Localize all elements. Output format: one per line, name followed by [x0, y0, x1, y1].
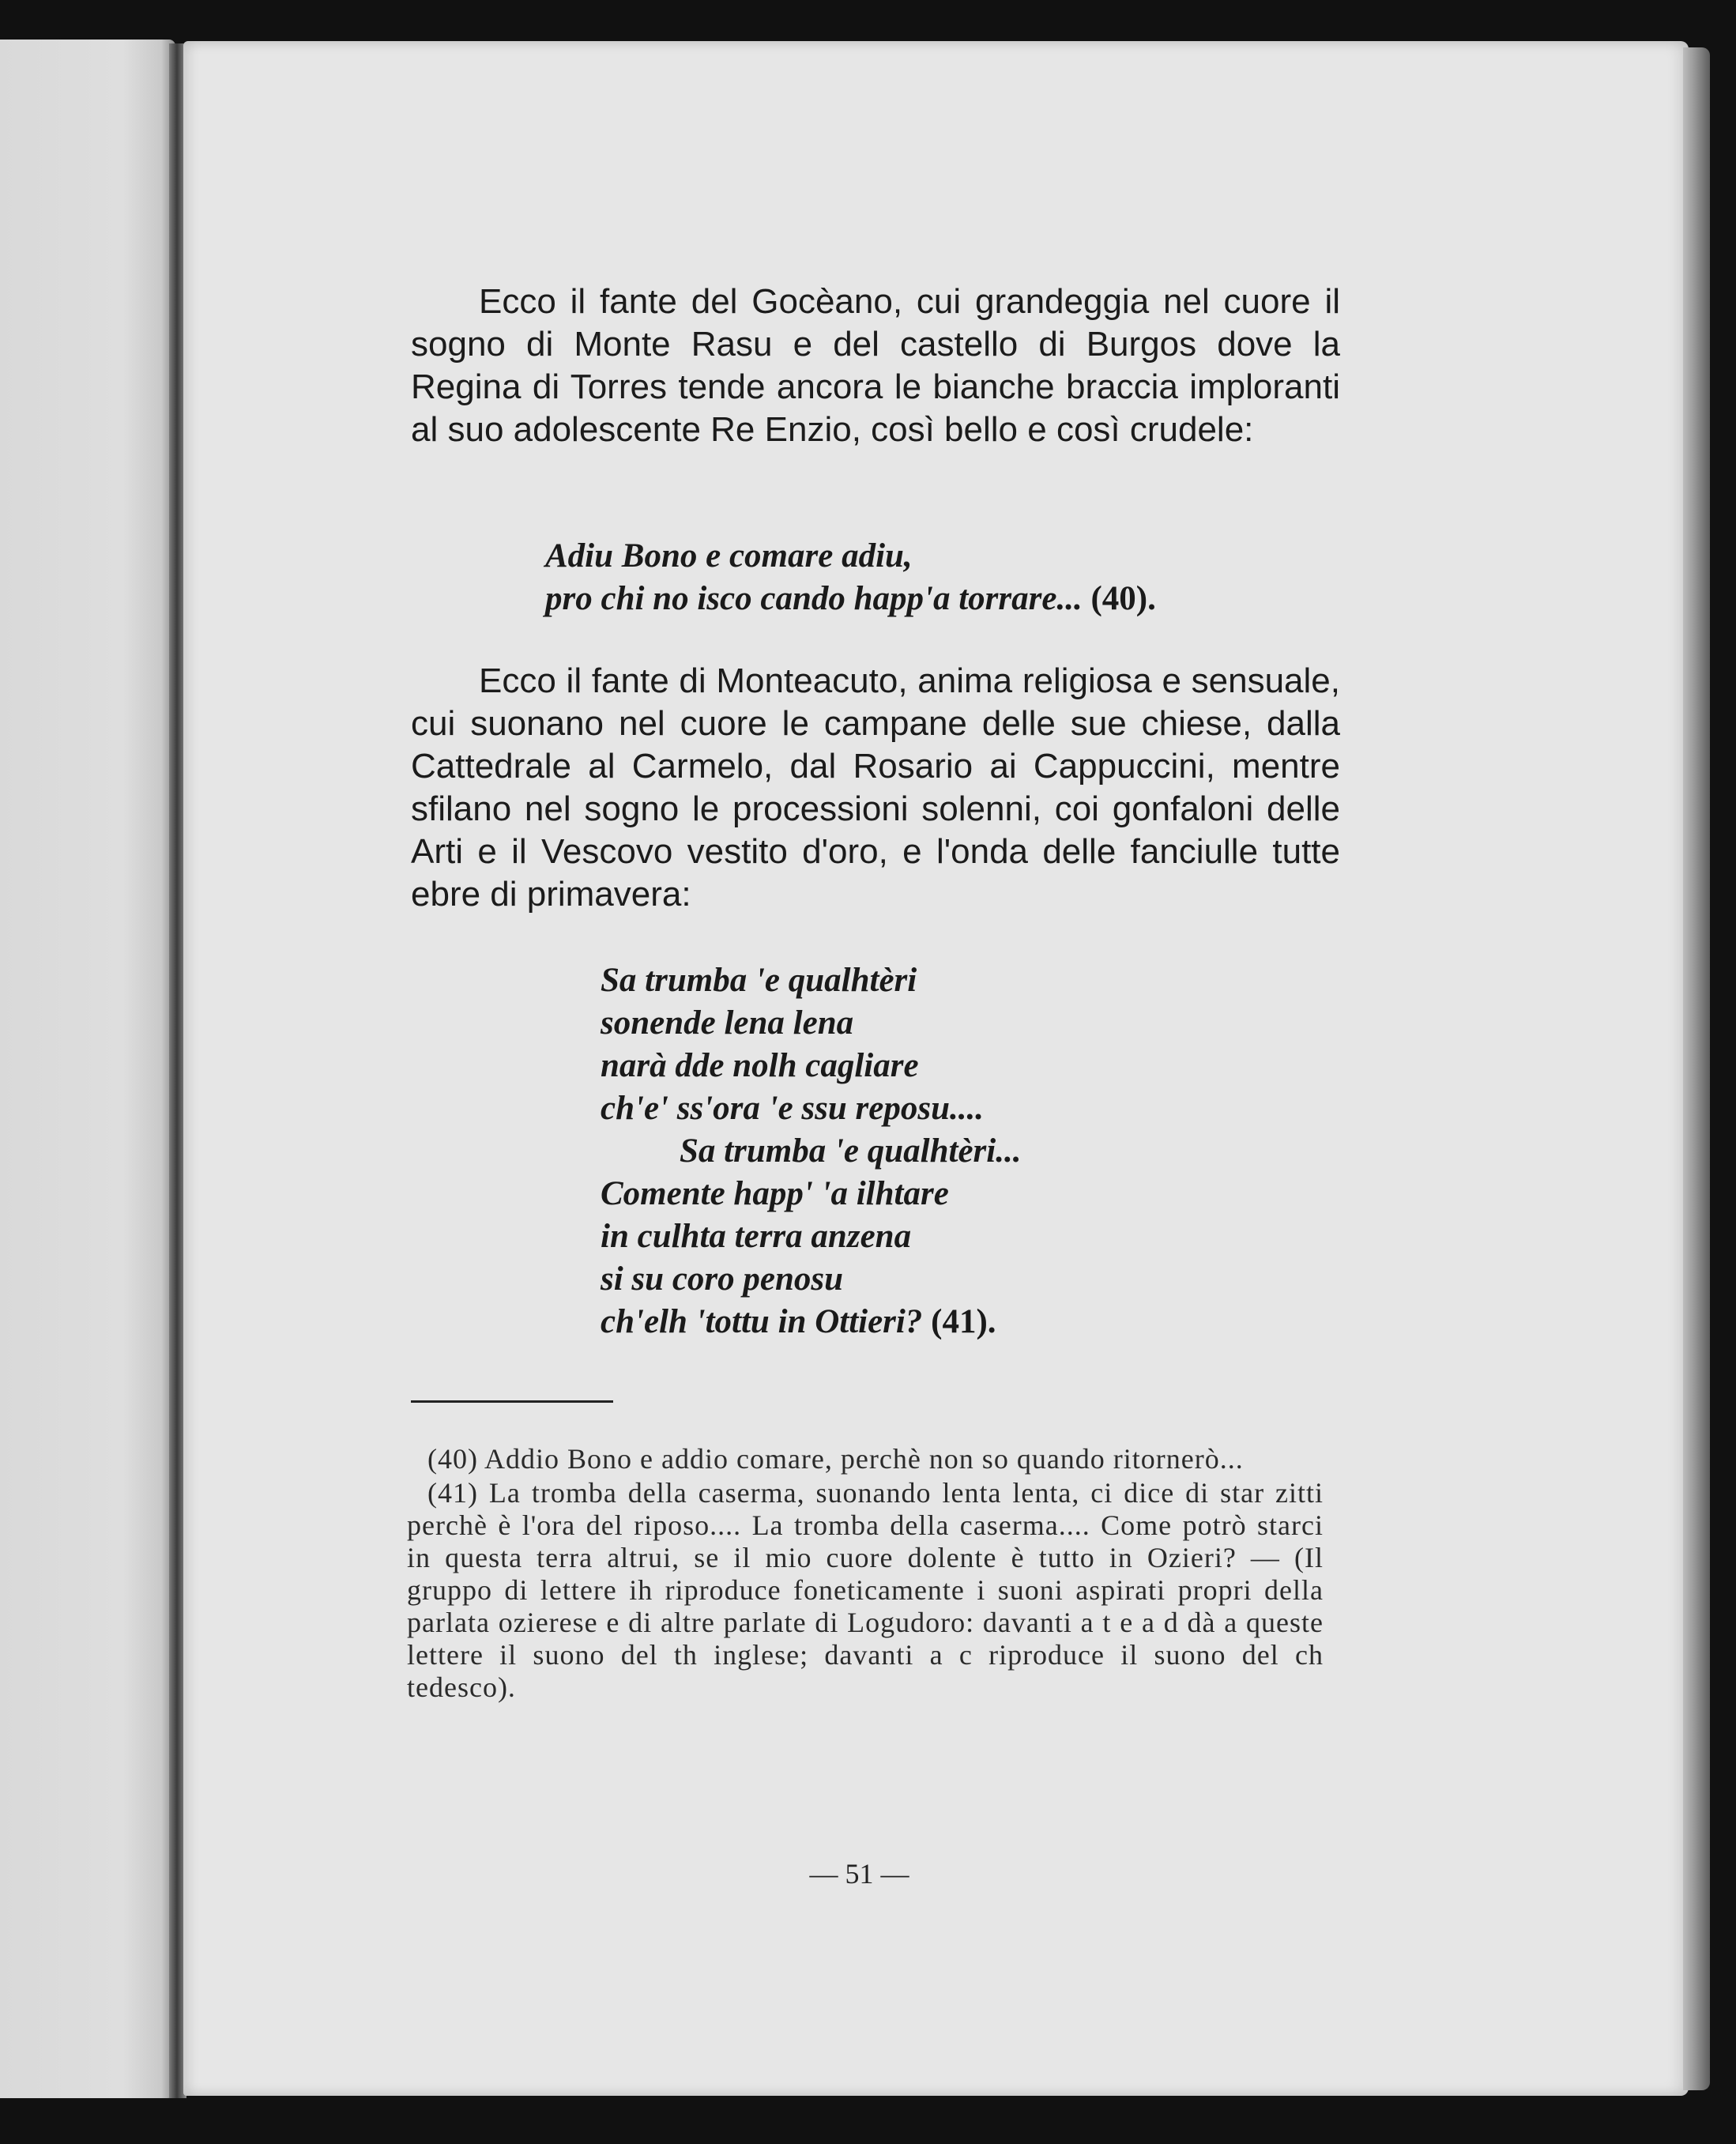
footnotes	[407, 1443, 1324, 1705]
verse-line-with-ref	[545, 578, 1156, 620]
verse-line: sonende lena lena	[601, 1004, 854, 1042]
footnote-ref: (40).	[1090, 580, 1156, 617]
verse-line: ch'e' ss'ora 'e ssu reposu....	[601, 1090, 985, 1127]
verse-line: Comente happ' 'a ilhtare	[601, 1175, 949, 1212]
page-number-text: — 51 —	[809, 1858, 909, 1890]
verse-line: narà dde nolh cagliare	[601, 1047, 919, 1084]
left-page-edge	[0, 40, 175, 2098]
verse-line: in culhta terra anzena	[601, 1218, 912, 1255]
verse-line-with-ref	[601, 1301, 1021, 1343]
verse-line: Adiu Bono e comare adiu,	[545, 537, 913, 575]
verse-quote-2	[601, 959, 1021, 1343]
footnote-41: (41) La tromba della caserma, suonando lenta lenta, ci dice di star zitti perchè è l'ora del riposo.... La tromba della caserma.... Come potrò starci in questa terra altrui, se il mio cuore dolente è tutto in Ozieri? — (Il gruppo di lettere ih riproduce foneticamente i suoni aspirati propri della parlata ozierese e di altre parlate di Logudoro: davanti a t e a d dà a queste lettere il suono del th inglese; davanti a c riproduce il suono del ch tedesco).	[407, 1477, 1324, 1703]
verse-line: si su coro penosu	[601, 1260, 844, 1298]
footnote-ref: (41).	[931, 1303, 996, 1340]
verse-line: pro chi no isco cando happ'a torrare...	[545, 580, 1083, 617]
verse-line: Sa trumba 'e qualhtèri...	[680, 1132, 1022, 1170]
page-number	[0, 1857, 1736, 1890]
paragraph-goceano: Ecco il fante del Gocèano, cui grandeggia nel cuore il sogno di Monte Rasu e del castello di Burgos dove la Regina di Torres tende ancora le bianche braccia imploranti al suo adolescente Re Enzio, così bello e così crudele:	[411, 282, 1340, 449]
verse-line: Sa trumba 'e qualhtèri	[601, 962, 917, 999]
verse-quote-1	[545, 535, 1156, 620]
verse-line: ch'elh 'tottu in Ottieri?	[601, 1303, 923, 1340]
paragraph-monteacuto: Ecco il fante di Monteacuto, anima religiosa e sensuale, cui suonano nel cuore le campane delle sue chiese, dalla Cattedrale al Carmelo, dal Rosario ai Cappuccini, mentre sfilano nel sogno le processioni solenni, coi gonfaloni delle Arti e il Vescovo vestito d'oro, e l'onda delle fanciulle tutte ebre di primavera:	[411, 661, 1340, 914]
footnote-40: (40) Addio Bono e addio comare, perchè non so quando ritornerò...	[427, 1443, 1244, 1475]
page-edge-stack	[1683, 47, 1710, 2090]
footnote-divider	[411, 1400, 613, 1403]
